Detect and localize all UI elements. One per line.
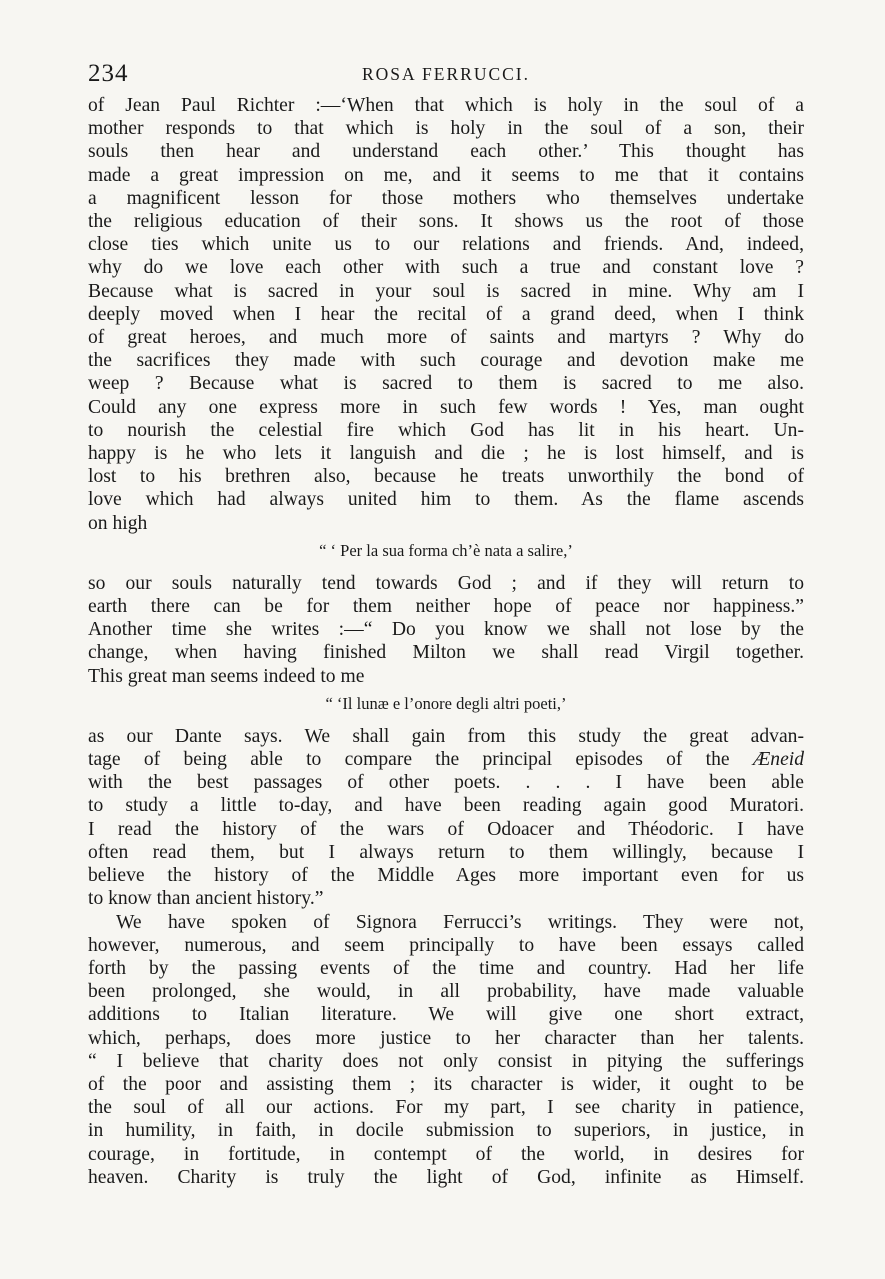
- dante-quote-2: “ ‘Il lunæ e l’onore degli altri poeti,’: [325, 693, 567, 713]
- text-line: additions to Italian literature. We will give one short extract,: [88, 1004, 804, 1026]
- text-line: close ties which unite us to our relations and friends. And, indeed,: [88, 234, 804, 256]
- text-line: earth there can be for them neither hope of peace nor happiness.”: [88, 596, 804, 618]
- running-title: ROSA FERRUCCI.: [361, 64, 531, 84]
- text-line: souls then hear and understand each other.’ This thought has: [88, 141, 804, 163]
- text-line: with the best passages of other poets. . . . I have been able: [88, 772, 804, 794]
- page-header: [88, 60, 804, 94]
- page-number: 234: [88, 60, 129, 87]
- text-line: of the poor and assisting them ; its character is wider, it ought to be: [88, 1073, 804, 1095]
- text-line: courage, in fortitude, in contempt of the world, in desires for: [88, 1143, 804, 1165]
- text-line: to know than ancient history.”: [88, 888, 324, 910]
- paragraph-writings: [88, 911, 804, 1189]
- text-line: as our Dante says. We shall gain from this study the great advan-: [88, 725, 804, 747]
- text-line: forth by the passing events of the time and country. Had her life: [88, 957, 804, 979]
- text-line: deeply moved when I hear the recital of a grand deed, when I think: [88, 303, 804, 325]
- text-segment: tage of being able to compare the principal episodes of the: [88, 749, 753, 771]
- paragraph-aeneid: [88, 725, 804, 911]
- text-line: to nourish the celestial fire which God has lit in his heart. Un-: [88, 419, 804, 441]
- text-line: which, perhaps, does more justice to her character than her talents.: [88, 1027, 804, 1049]
- text-line: in humility, in faith, in docile submission to superiors, in justice, in: [88, 1120, 804, 1142]
- aeneid-title: Æneid: [752, 749, 804, 771]
- text-line: been prolonged, she would, in all probability, have made valuable: [88, 981, 804, 1003]
- text-line: the religious education of their sons. It shows us the root of those: [88, 211, 804, 233]
- text-line: often read them, but I always return to them willingly, because I: [88, 841, 804, 863]
- text-line: love which had always united him to them. As the flame ascends: [88, 489, 804, 511]
- text-line: happy is he who lets it languish and die ; he is lost himself, and is: [88, 443, 804, 465]
- text-line: heaven. Charity is truly the light of God, infinite as Himself.: [88, 1166, 804, 1188]
- text-line: weep ? Because what is sacred to them is sacred to me also.: [88, 373, 804, 395]
- text-line: Another time she writes :—“ Do you know we shall not lose by the: [88, 619, 804, 641]
- paragraph-virgil: [88, 572, 804, 688]
- text-line: change, when having finished Milton we shall read Virgil together.: [88, 642, 804, 664]
- text-line: mother responds to that which is holy in the soul of a son, their: [88, 118, 804, 140]
- text-line: of great heroes, and much more of saints and martyrs ? Why do: [88, 327, 804, 349]
- text-line: believe the history of the Middle Ages more important even for us: [88, 865, 804, 887]
- text-line: [88, 748, 804, 771]
- text-line: so our souls naturally tend towards God ; and if they will return to: [88, 572, 804, 594]
- text-line: the sacrifices they made with such courage and devotion make me: [88, 350, 804, 372]
- text-line: made a great impression on me, and it seems to me that it contains: [88, 164, 804, 186]
- text-line: This great man seems indeed to me: [88, 665, 365, 687]
- text-line: I read the history of the wars of Odoacer and Théodoric. I have: [88, 818, 804, 840]
- text-line: “ I believe that charity does not only consist in pitying the sufferings: [88, 1050, 804, 1072]
- text-line: the soul of all our actions. For my part, I see charity in patience,: [88, 1097, 804, 1119]
- text-line: Could any one express more in such few words ! Yes, man ought: [88, 396, 804, 418]
- text-line: We have spoken of Signora Ferrucci’s writings. They were not,: [116, 911, 804, 933]
- book-page: [88, 60, 804, 1189]
- dante-quote-1: “ ‘ Per la sua forma ch’è nata a salire,’: [319, 540, 573, 560]
- text-line: however, numerous, and seem principally to have been essays called: [88, 934, 804, 956]
- text-line: to study a little to-day, and have been reading again good Muratori.: [88, 795, 804, 817]
- text-line: a magnificent lesson for those mothers who themselves undertake: [88, 187, 804, 209]
- text-line: why do we love each other with such a true and constant love ?: [88, 257, 804, 279]
- text-line: Because what is sacred in your soul is sacred in mine. Why am I: [88, 280, 804, 302]
- text-line: on high: [88, 512, 148, 534]
- text-line: lost to his brethren also, because he treats unworthily the bond of: [88, 466, 804, 488]
- paragraph-richter-quote: [88, 94, 804, 535]
- text-line: of Jean Paul Richter :—‘When that which is holy in the soul of a: [88, 95, 804, 116]
